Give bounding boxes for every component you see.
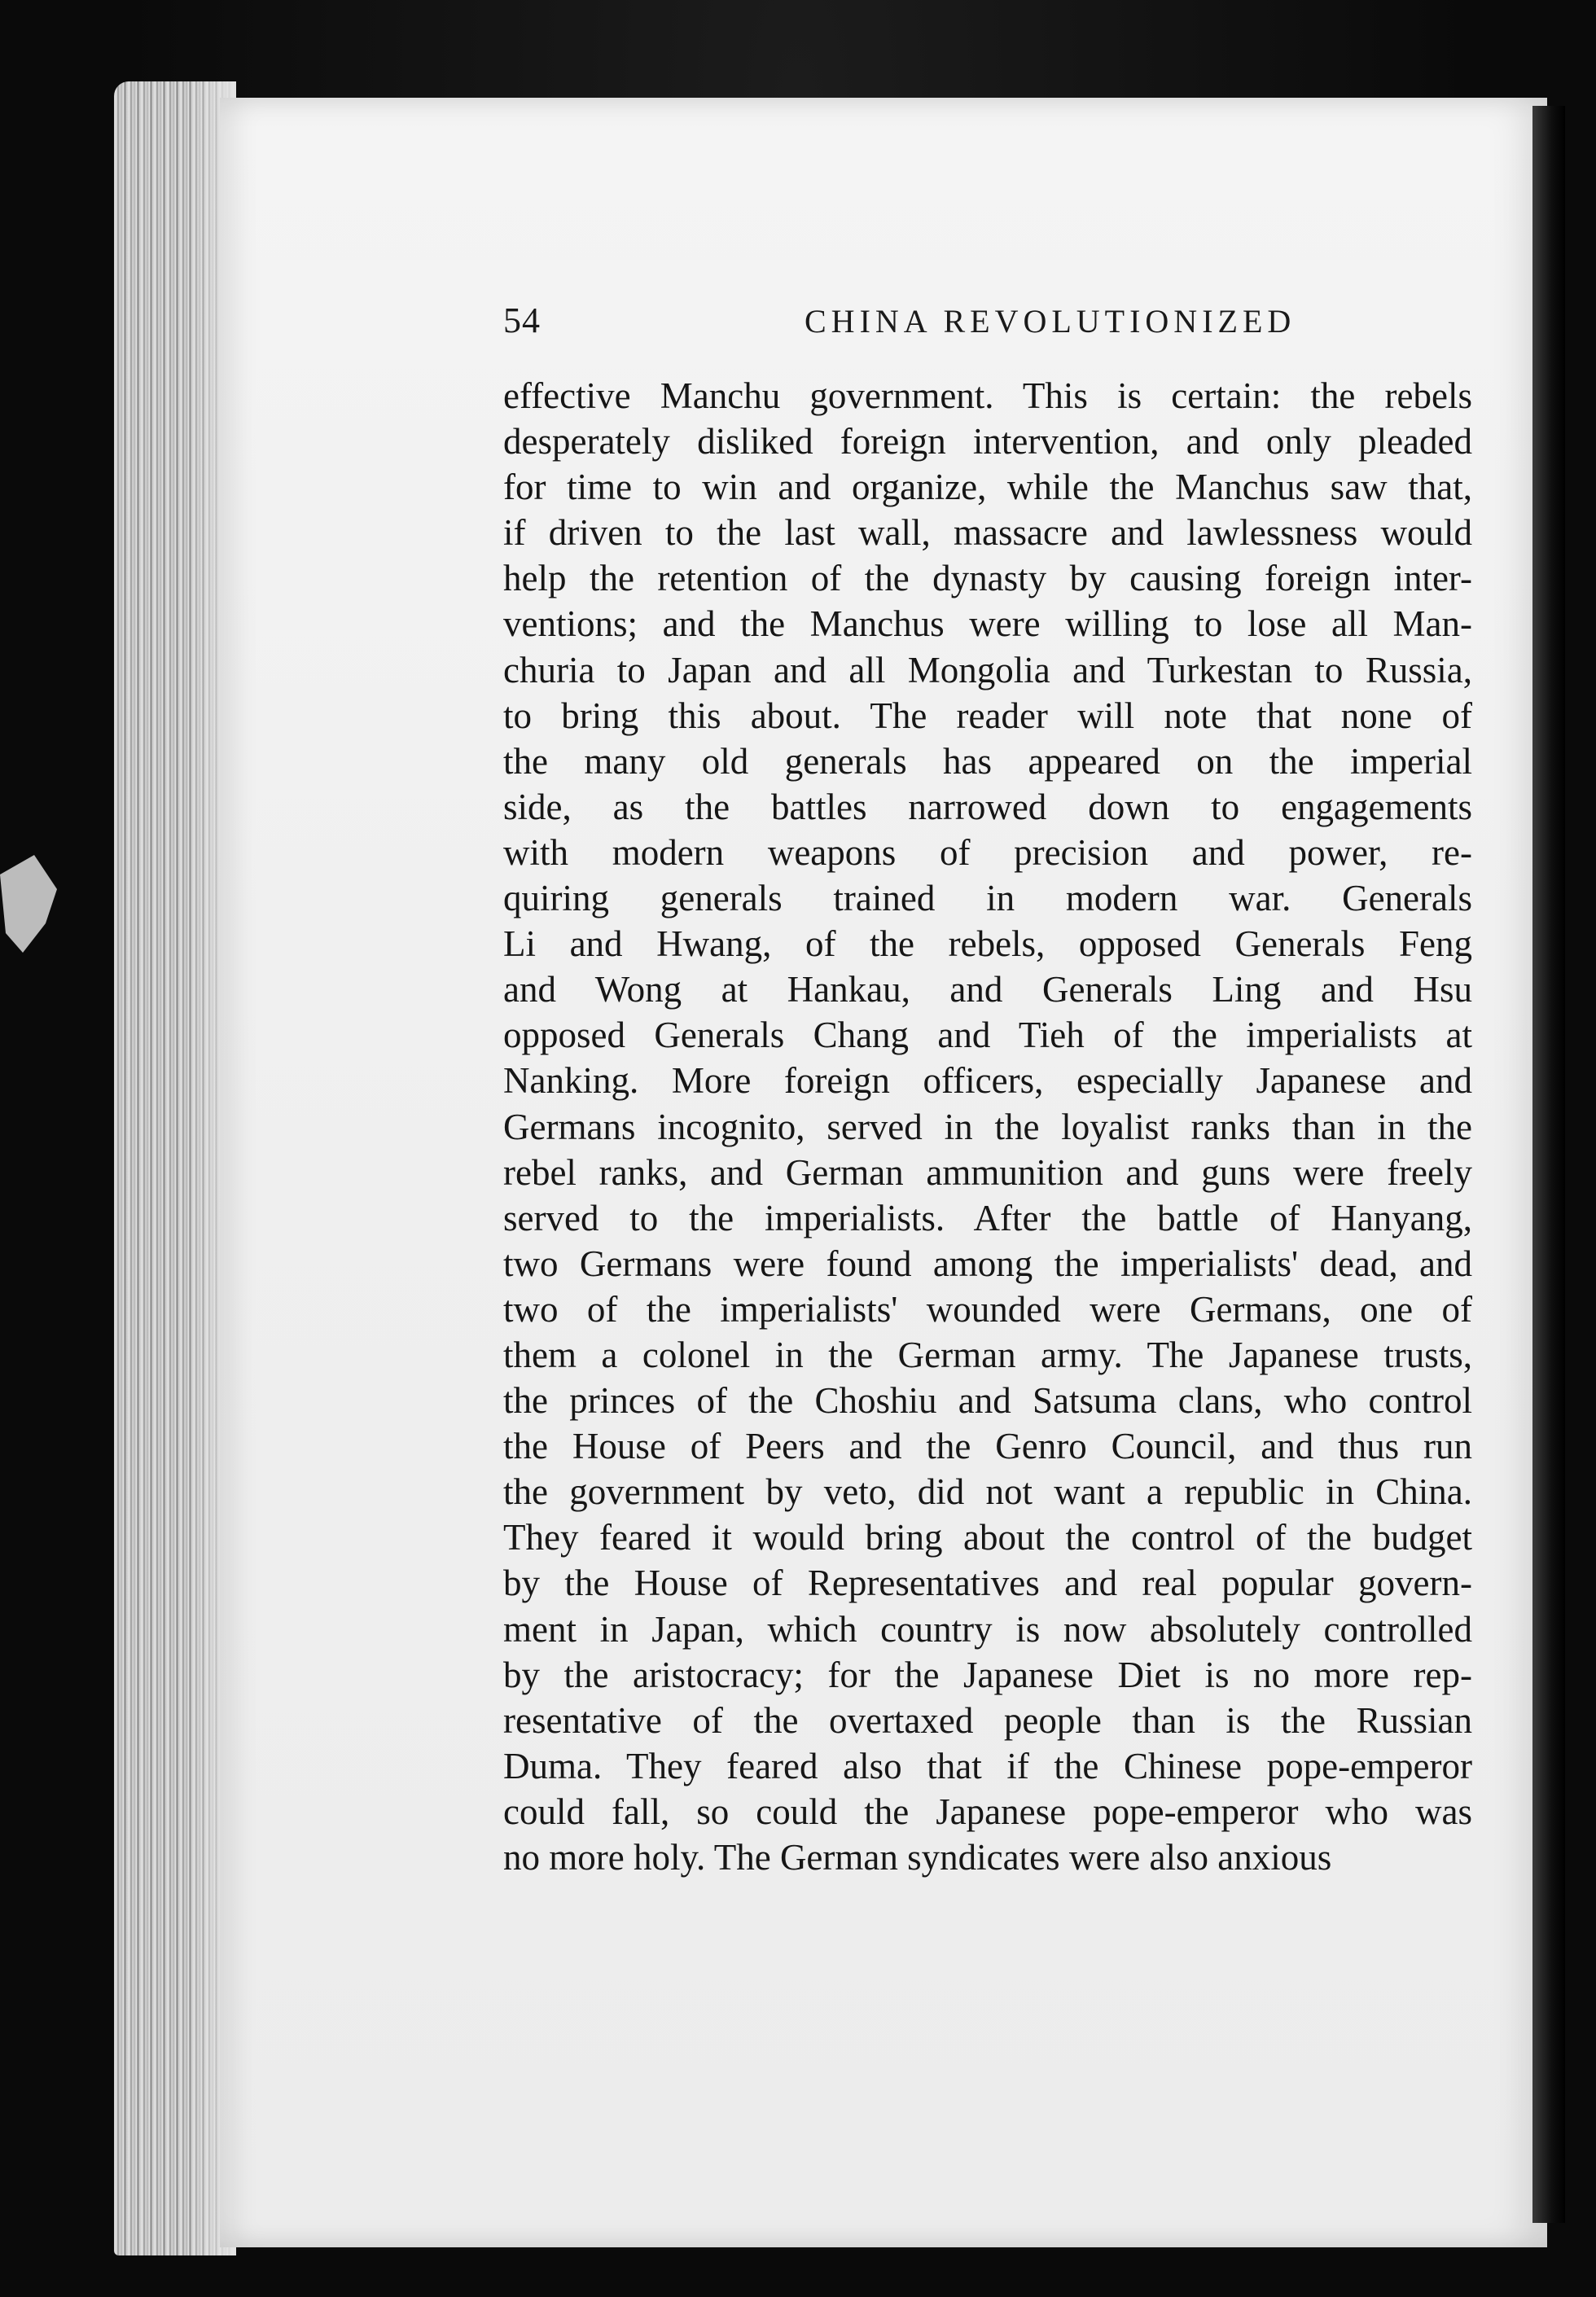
- text-line: no more holy. The German syndicates were also anxious: [503, 1837, 1332, 1878]
- text-line: quiring generals trained in modern war. Generals: [503, 878, 1472, 919]
- text-line: resentative of the overtaxed people than is the Russian: [503, 1699, 1472, 1741]
- text-line: and Wong at Hankau, and Generals Ling and Hsu: [503, 969, 1472, 1010]
- running-header: [503, 300, 1464, 348]
- text-line: by the House of Representatives and real popular govern-: [503, 1563, 1472, 1604]
- text-line: two Germans were found among the imperialists' dead, and: [503, 1243, 1472, 1284]
- text-line: by the aristocracy; for the Japanese Diet is no more rep-: [503, 1654, 1472, 1695]
- text-line: could fall, so could the Japanese pope-emperor who was: [503, 1791, 1472, 1832]
- text-line: to bring this about. The reader will note that none of: [503, 695, 1472, 736]
- text-line: the House of Peers and the Genro Council, and thus run: [503, 1426, 1472, 1467]
- text-line: two of the imperialists' wounded were Germans, one of: [503, 1288, 1472, 1330]
- text-line: rebel ranks, and German ammunition and guns were freely: [503, 1151, 1472, 1193]
- text-line: ment in Japan, which country is now absolutely controlled: [503, 1608, 1472, 1650]
- text-line: side, as the battles narrowed down to engagements: [503, 786, 1472, 827]
- text-line: if driven to the last wall, massacre and lawlessness would: [503, 512, 1472, 554]
- text-line: effective Manchu government. This is certain: the rebels: [503, 375, 1472, 416]
- text-line: Germans incognito, served in the loyalist ranks than in the: [503, 1106, 1472, 1147]
- text-line: desperately disliked foreign intervention, and only pleaded: [503, 421, 1472, 462]
- text-line: ventions; and the Manchus were willing to lose all Man-: [503, 603, 1472, 645]
- body-text: [503, 373, 1472, 1880]
- text-line: churia to Japan and all Mongolia and Turkestan to Russia,: [503, 649, 1472, 690]
- text-line: opposed Generals Chang and Tieh of the imperialists at: [503, 1015, 1472, 1056]
- running-title: CHINA REVOLUTIONIZED: [805, 303, 1296, 340]
- text-line: the government by veto, did not want a republic in China.: [503, 1471, 1472, 1513]
- text-line: They feared it would bring about the control of the budget: [503, 1517, 1472, 1558]
- text-line: help the retention of the dynasty by causing foreign inter-: [503, 558, 1472, 599]
- text-line: Li and Hwang, of the rebels, opposed Generals Feng: [503, 923, 1472, 965]
- text-line: served to the imperialists. After the battle of Hanyang,: [503, 1197, 1472, 1238]
- text-line: for time to win and organize, while the Manchus saw that,: [503, 467, 1472, 508]
- text-line: them a colonel in the German army. The Japanese trusts,: [503, 1334, 1472, 1375]
- text-line: the many old generals has appeared on the imperial: [503, 740, 1472, 782]
- text-line: Nanking. More foreign officers, especially Japanese and: [503, 1060, 1472, 1102]
- page-number: 54: [503, 300, 541, 340]
- text-line: Duma. They feared also that if the Chinese pope-emperor: [503, 1745, 1472, 1786]
- right-gutter-shadow: [1532, 106, 1565, 2223]
- text-line: with modern weapons of precision and power, re-: [503, 831, 1472, 873]
- book-page-edges: [114, 81, 236, 2255]
- text-line: the princes of the Choshiu and Satsuma clans, who control: [503, 1380, 1472, 1422]
